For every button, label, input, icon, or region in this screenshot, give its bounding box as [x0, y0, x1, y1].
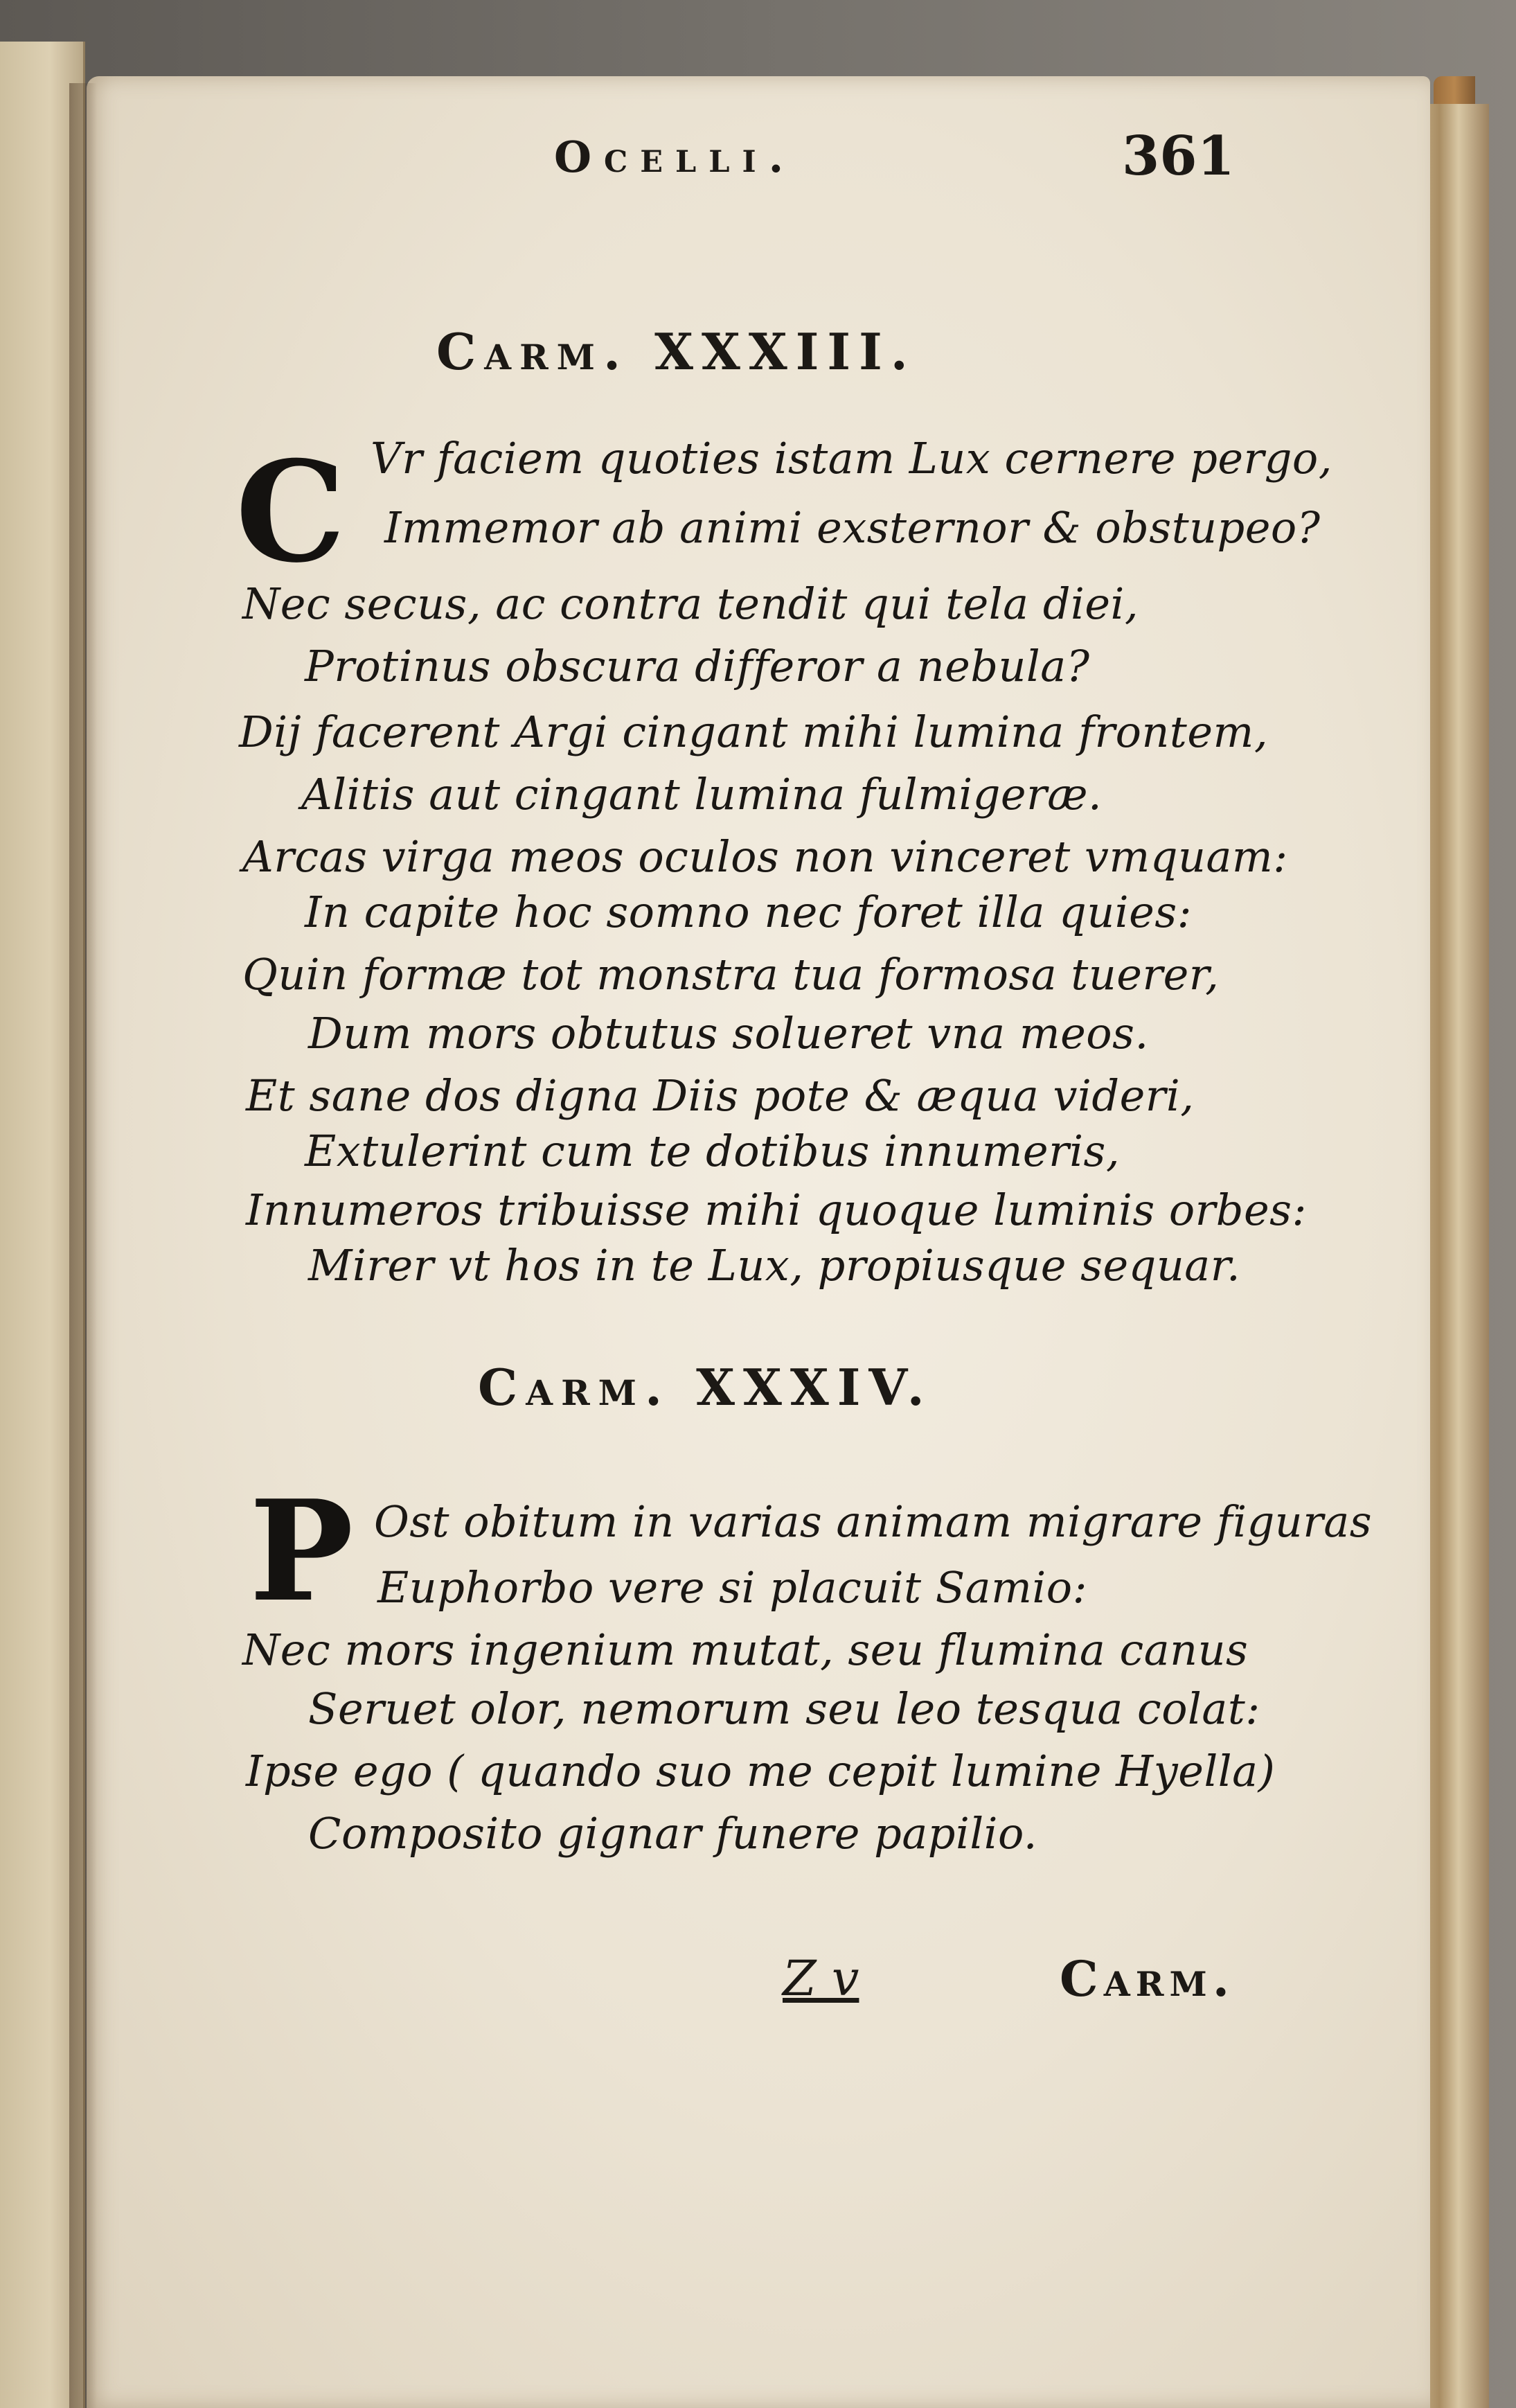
- poem-line: Dij facerent Argi cingant mihi lumina frontem,: [239, 707, 1269, 757]
- poem-line: Ipse ego ( quando suo me cepit lumine Hyella): [246, 1746, 1276, 1796]
- drop-capital: C: [235, 431, 346, 594]
- page-number: 361: [1122, 125, 1235, 188]
- poem-line: Et sane dos digna Diis pote & æqua videri,: [246, 1070, 1195, 1121]
- poem-heading: Carm. XXXIV.: [478, 1358, 933, 1417]
- poem-line: Innumeros tribuisse mihi quoque luminis orbes:: [246, 1185, 1307, 1235]
- poem-line: Composito gignar funere papilio.: [308, 1808, 1037, 1859]
- running-head: Ocelli.: [554, 132, 796, 182]
- poem-line: Quin formæ tot monstra tua formosa tuerer,: [242, 949, 1220, 1000]
- poem-line: Ost obitum in varias animam migrare figuras: [374, 1496, 1373, 1547]
- poem-heading: Carm. XXXIII.: [436, 322, 916, 381]
- poem-line: Alitis aut cingant lumina fulmigeræ.: [301, 769, 1103, 820]
- poem-line: Euphorbo vere si placuit Samio:: [377, 1562, 1087, 1613]
- poem-line: Mirer vt hos in te Lux, propiusque sequar.: [308, 1240, 1241, 1291]
- poem-line: In capite hoc somno nec foret illa quies:: [305, 887, 1193, 937]
- poem-line: Arcas virga meos oculos non vinceret vmquam:: [242, 831, 1288, 882]
- poem-line: Seruet olor, nemorum seu leo tesqua colat:: [308, 1683, 1260, 1734]
- spine-shadow: [69, 83, 97, 2408]
- poem-line: Nec secus, ac contra tendit qui tela diei,: [242, 578, 1139, 629]
- poem-line: Extulerint cum te dotibus innumeris,: [305, 1126, 1121, 1176]
- poem-line: Nec mors ingenium mutat, seu flumina canus: [242, 1624, 1249, 1675]
- poem-line: Immemor ab animi exsternor & obstupeo?: [384, 502, 1321, 553]
- poem-line: Vr faciem quoties istam Lux cernere pergo,: [371, 433, 1332, 484]
- signature-mark: Z v: [783, 1950, 859, 2007]
- poem-line: Dum mors obtutus solueret vna meos.: [308, 1008, 1149, 1059]
- catchword: Carm.: [1060, 1950, 1236, 2008]
- drop-capital: P: [249, 1470, 354, 1633]
- poem-line: Protinus obscura differor a nebula?: [305, 641, 1090, 691]
